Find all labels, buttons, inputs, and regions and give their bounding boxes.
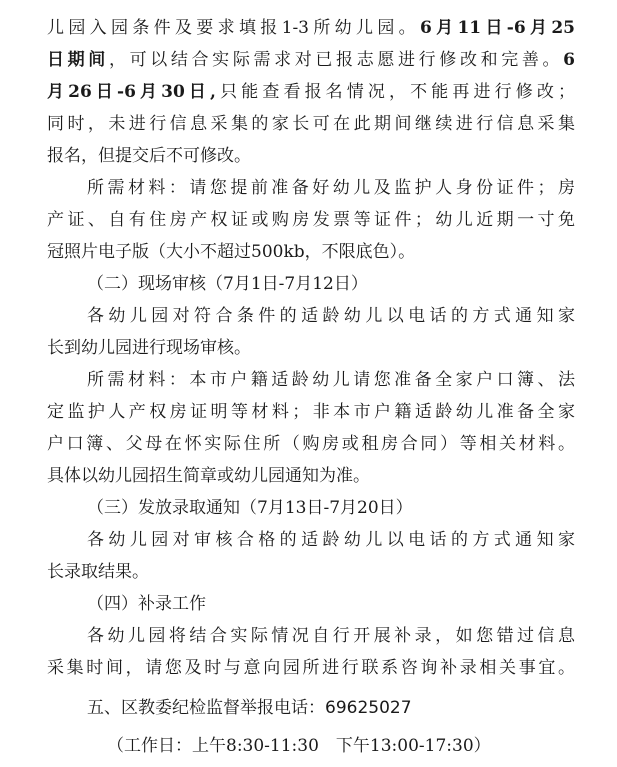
paragraph-line: 同时，未进行信息采集的家长可在此期间继续进行信息采集 <box>47 114 575 134</box>
section-heading: （四）补录工作 <box>87 594 206 614</box>
bold-date-range: 6 <box>563 50 575 70</box>
paragraph-line: 长录取结果。 <box>47 562 149 582</box>
bold-date-range: 月26日-6月30日, <box>47 82 216 102</box>
paragraph-line: 长到幼儿园进行现场审核。 <box>47 338 251 358</box>
paragraph-line <box>47 76 575 108</box>
paragraph-line: 产证、自有住房产权证或购房发票等证件；幼儿近期一寸免 <box>47 210 575 230</box>
paragraph-line <box>47 12 575 44</box>
paragraph-line <box>47 44 575 76</box>
paragraph-line: 户口簿、父母在怀实际住所（购房或租房合同）等相关材料。 <box>47 434 575 454</box>
paragraph-line: 采集时间，请您及时与意向园所进行联系咨询补录相关事宜。 <box>47 658 575 678</box>
text-run: ，可以结合实际需求对已报志愿进行修改和完善。 <box>108 50 564 70</box>
paragraph-line: 所需材料：本市户籍适龄幼儿请您准备全家户口簿、法 <box>87 370 575 390</box>
section-heading: （二）现场审核（7月1日-7月12日） <box>87 274 368 294</box>
hotline-heading: 五、区教委纪检监督举报电话：69625027 <box>87 698 412 718</box>
text-run: 儿园入园条件及要求填报1-3所幼儿园。 <box>47 18 420 38</box>
paragraph-line: 所需材料：请您提前准备好幼儿及监护人身份证件；房 <box>87 178 575 198</box>
paragraph-line: 各幼儿园对审核合格的适龄幼儿以电话的方式通知家 <box>87 530 575 550</box>
paragraph-line: 报名，但提交后不可修改。 <box>47 146 251 166</box>
paragraph-line: 具体以幼儿园招生简章或幼儿园通知为准。 <box>47 466 370 486</box>
bold-date-range: 日期间 <box>47 50 109 70</box>
paragraph-line: 各幼儿园将结合实际情况自行开展补录，如您错过信息 <box>87 626 575 646</box>
paragraph-line: 定监护人产权房证明等材料；非本市户籍适龄幼儿准备全家 <box>47 402 575 422</box>
text-run: 只能查看报名情况，不能再进行修改； <box>215 82 575 102</box>
section-heading: （三）发放录取通知（7月13日-7月20日） <box>87 498 413 518</box>
working-hours: （工作日：上午8:30-11:30 下午13:00-17:30） <box>107 736 491 756</box>
paragraph-line: 冠照片电子版（大小不超过500kb，不限底色）。 <box>47 242 416 262</box>
bold-date-range: 6月11日-6月25 <box>419 18 575 38</box>
paragraph-line: 各幼儿园对符合条件的适龄幼儿以电话的方式通知家 <box>87 306 575 326</box>
